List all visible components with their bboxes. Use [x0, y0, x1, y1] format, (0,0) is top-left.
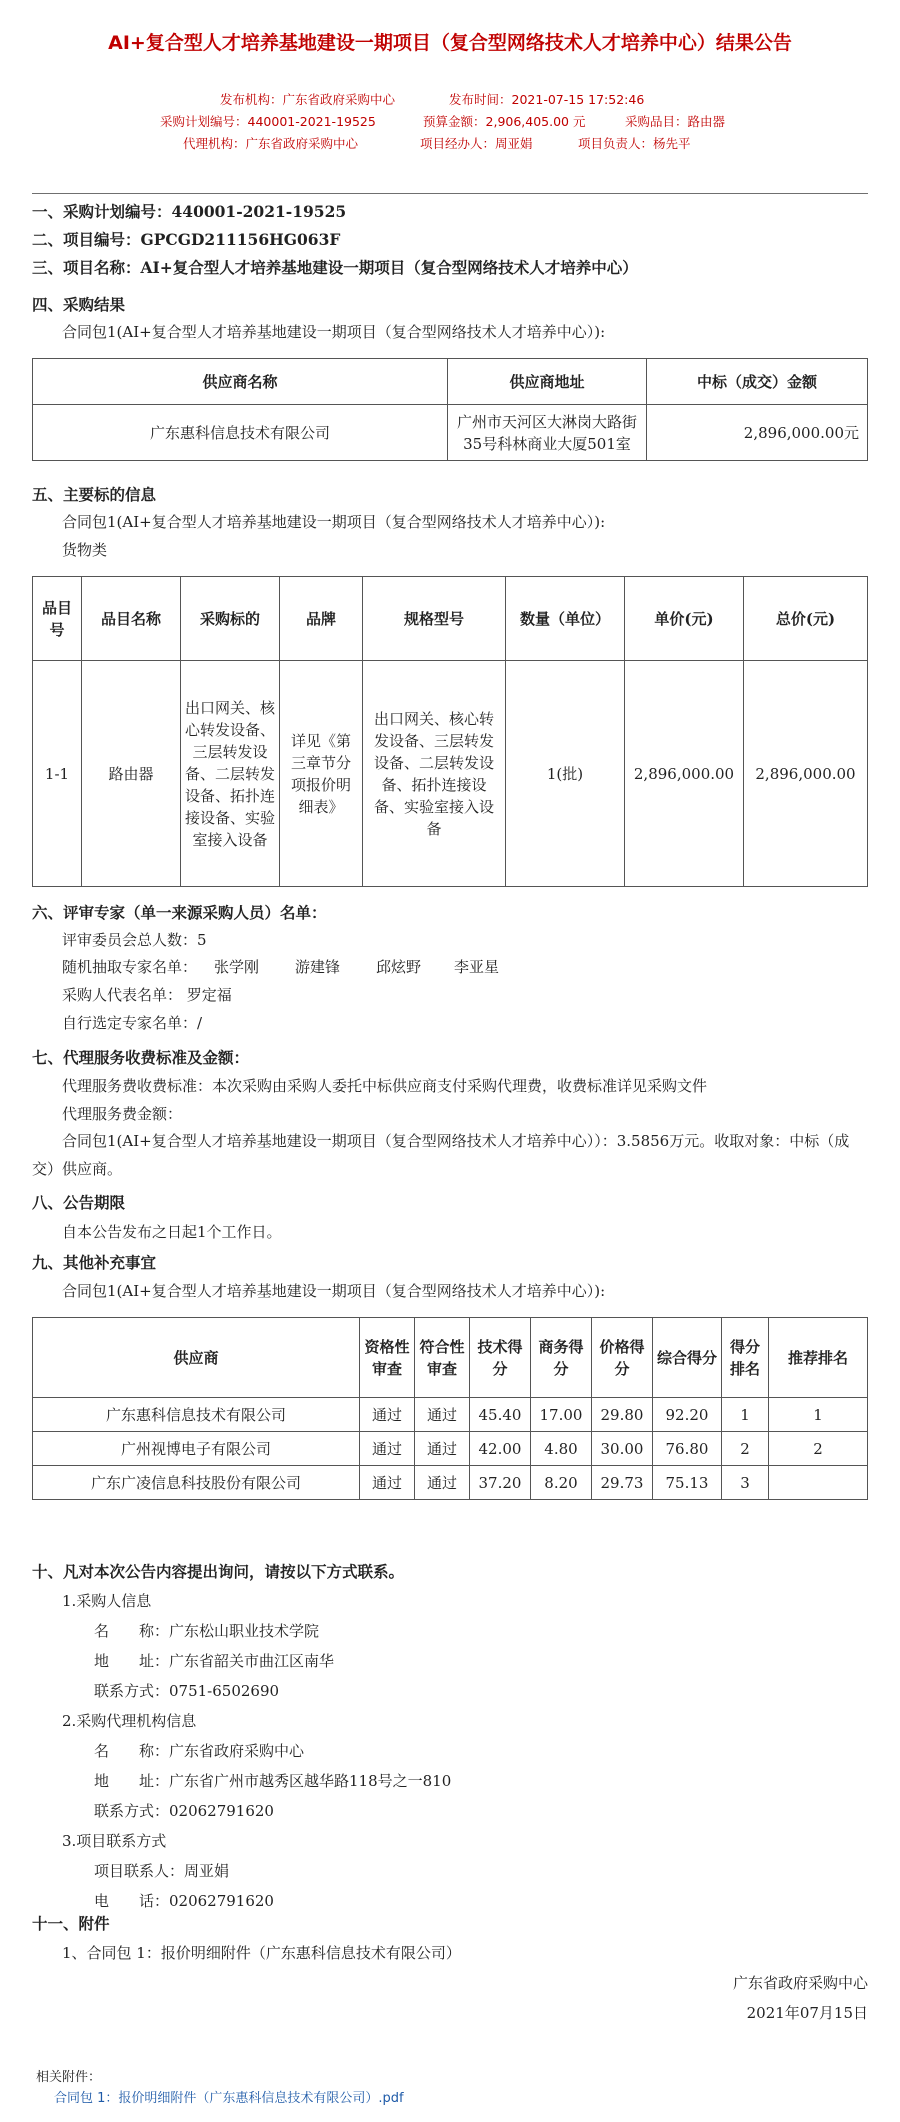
meta-time-value: 2021-07-15 17:52:46	[511, 92, 645, 107]
meta-category-label: 采购品目：	[625, 114, 688, 129]
table-cell: 2,896,000.00	[625, 661, 744, 887]
column-header: 总价(元)	[744, 577, 868, 661]
scores-table	[32, 1317, 868, 1500]
section-result-heading: 四、采购结果	[32, 295, 126, 314]
column-header: 品牌	[280, 577, 363, 661]
table-cell: 1-1	[33, 661, 82, 887]
meta-budget	[423, 112, 586, 130]
meta-leader	[578, 134, 691, 152]
table-cell: 通过	[360, 1466, 415, 1500]
column-header: 采购标的	[181, 577, 280, 661]
column-header: 中标（成交）金额	[647, 359, 868, 405]
table-cell: 出口网关、核心转发设备、三层转发设备、二层转发设备、拓扑连接设备、实验室接入设备	[181, 661, 280, 887]
table-row	[33, 1432, 868, 1466]
fee-amount: 合同包1(AI+复合型人才培养基地建设一期项目（复合型网络技术人才培养中心））：3.5856万元。收取对象：中标（成交）供应商。	[32, 1132, 850, 1178]
meta-time	[449, 90, 644, 108]
contact-agency-address: 地 址：广东省广州市越秀区越华路118号之一810	[94, 1772, 452, 1790]
experts-rep: 采购人代表名单： 罗定福	[62, 986, 232, 1004]
table-cell: 广州视博电子有限公司	[33, 1432, 360, 1466]
table-cell: 76.80	[653, 1432, 722, 1466]
table-row	[33, 1398, 868, 1432]
contact-project-person: 项目联系人：周亚娟	[94, 1862, 230, 1880]
items-package: 合同包1(AI+复合型人才培养基地建设一期项目（复合型网络技术人才培养中心）):	[62, 513, 606, 531]
column-header: 供应商	[33, 1318, 360, 1398]
table-cell: 广州市天河区大淋岗大路街35号科林商业大厦501室	[448, 405, 647, 461]
column-header: 价格得分	[592, 1318, 653, 1398]
contact-purchaser-name: 名 称：广东松山职业技术学院	[94, 1622, 320, 1640]
experts-self: 自行选定专家名单：/	[62, 1014, 203, 1032]
expert-name: 张学刚	[214, 958, 260, 976]
attachment-download-link[interactable]: 合同包 1：报价明细附件（广东惠科信息技术有限公司）.pdf	[54, 2091, 404, 2106]
contact-purchaser-title: 1.采购人信息	[62, 1592, 152, 1610]
table-cell: 出口网关、核心转发设备、三层转发设备、二层转发设备、拓扑连接设备、实验室接入设备	[363, 661, 506, 887]
column-header: 推荐排名	[769, 1318, 868, 1398]
contact-project-title: 3.项目联系方式	[62, 1832, 167, 1850]
table-cell: 通过	[415, 1466, 470, 1500]
section-project-number: 二、项目编号：GPCGD211156HG063F	[32, 230, 341, 249]
table-cell: 29.80	[592, 1398, 653, 1432]
contact-agency-title: 2.采购代理机构信息	[62, 1712, 197, 1730]
column-header: 商务得分	[531, 1318, 592, 1398]
meta-time-label: 发布时间：	[449, 92, 512, 107]
column-header: 品目名称	[82, 577, 181, 661]
table-cell: 广东惠科信息技术有限公司	[33, 405, 448, 461]
column-header: 规格型号	[363, 577, 506, 661]
meta-agency-label: 代理机构：	[183, 136, 246, 151]
meta-publisher-label: 发布机构：	[220, 92, 283, 107]
fee-standard: 代理服务费收费标准：本次采购由采购人委托中标供应商支付采购代理费，收费标准详见采购文件	[62, 1077, 708, 1095]
table-cell: 45.40	[470, 1398, 531, 1432]
table-header-row	[33, 577, 868, 661]
table-row	[33, 1466, 868, 1500]
column-header: 技术得分	[470, 1318, 531, 1398]
related-attachments-label: 相关附件：	[36, 2070, 102, 2085]
table-cell: 2	[769, 1432, 868, 1466]
items-type: 货物类	[62, 541, 108, 559]
fee-amount-label: 代理服务费金额：	[62, 1105, 183, 1123]
table-cell: 3	[722, 1466, 769, 1500]
expert-name: 李亚星	[454, 958, 500, 976]
meta-agency-value: 广东省政府采购中心	[245, 136, 359, 151]
section-period-heading: 八、公告期限	[32, 1193, 126, 1212]
section-project-name: 三、项目名称：AI+复合型人才培养基地建设一期项目（复合型网络技术人才培养中心）	[32, 258, 638, 277]
section-attachment-heading: 十一、附件	[32, 1914, 110, 1933]
table-cell: 1	[722, 1398, 769, 1432]
column-header: 综合得分	[653, 1318, 722, 1398]
meta-category	[625, 112, 725, 130]
table-cell: 8.20	[531, 1466, 592, 1500]
result-table	[32, 358, 868, 461]
attachment-item: 1、合同包 1：报价明细附件（广东惠科信息技术有限公司）	[62, 1944, 461, 1962]
column-header: 资格性审查	[360, 1318, 415, 1398]
table-cell: 广东惠科信息技术有限公司	[33, 1398, 360, 1432]
table-cell: 广东广凌信息科技股份有限公司	[33, 1466, 360, 1500]
expert-name: 邱炫野	[376, 958, 422, 976]
table-cell: 42.00	[470, 1432, 531, 1466]
table-cell: 29.73	[592, 1466, 653, 1500]
experts-total: 评审委员会总人数：5	[62, 931, 207, 949]
meta-plan	[160, 112, 376, 130]
contact-purchaser-phone: 联系方式：0751-6502690	[94, 1682, 280, 1700]
experts-random-label: 随机抽取专家名单：	[62, 958, 198, 976]
table-header-row	[33, 359, 868, 405]
table-cell: 通过	[360, 1432, 415, 1466]
meta-budget-value: 2,906,405.00 元	[485, 114, 586, 129]
other-package: 合同包1(AI+复合型人才培养基地建设一期项目（复合型网络技术人才培养中心）):	[62, 1282, 606, 1300]
table-cell: 75.13	[653, 1466, 722, 1500]
table-cell: 通过	[360, 1398, 415, 1432]
result-package: 合同包1(AI+复合型人才培养基地建设一期项目（复合型网络技术人才培养中心）):	[62, 323, 606, 341]
contact-purchaser-address: 地 址：广东省韶关市曲江区南华	[94, 1652, 335, 1670]
column-header: 供应商地址	[448, 359, 647, 405]
contact-agency-name: 名 称：广东省政府采购中心	[94, 1742, 305, 1760]
meta-leader-label: 项目负责人：	[578, 136, 654, 151]
table-cell: 1	[769, 1398, 868, 1432]
meta-manager	[420, 134, 533, 152]
table-cell: 30.00	[592, 1432, 653, 1466]
meta-budget-label: 预算金额：	[423, 114, 486, 129]
section-other-heading: 九、其他补充事宜	[32, 1253, 157, 1272]
table-cell: 路由器	[82, 661, 181, 887]
table-cell: 37.20	[470, 1466, 531, 1500]
table-cell: 17.00	[531, 1398, 592, 1432]
contact-agency-phone: 联系方式：02062791620	[94, 1802, 274, 1820]
column-header: 品目号	[33, 577, 82, 661]
header-divider	[32, 193, 868, 194]
table-row	[33, 661, 868, 887]
meta-publisher	[220, 90, 395, 108]
column-header: 符合性审查	[415, 1318, 470, 1398]
section-experts-heading: 六、评审专家（单一来源采购人员）名单：	[32, 903, 327, 922]
table-row	[33, 405, 868, 461]
meta-plan-value: 440001-2021-19525	[247, 114, 376, 129]
column-header: 得分排名	[722, 1318, 769, 1398]
items-table	[32, 576, 868, 887]
section-items-heading: 五、主要标的信息	[32, 485, 157, 504]
meta-category-value: 路由器	[687, 114, 726, 129]
meta-plan-label: 采购计划编号：	[160, 114, 248, 129]
table-cell	[769, 1466, 868, 1500]
column-header: 数量（单位）	[506, 577, 625, 661]
meta-agency	[183, 134, 358, 152]
table-cell: 通过	[415, 1398, 470, 1432]
table-cell: 2,896,000.00元	[647, 405, 868, 461]
section-contact-heading: 十、凡对本次公告内容提出询问，请按以下方式联系。	[32, 1562, 405, 1581]
table-cell: 1(批)	[506, 661, 625, 887]
table-cell: 4.80	[531, 1432, 592, 1466]
table-cell: 2	[722, 1432, 769, 1466]
page-title: AI+复合型人才培养基地建设一期项目（复合型网络技术人才培养中心）结果公告	[108, 32, 792, 54]
table-header-row	[33, 1318, 868, 1398]
section-fee-heading: 七、代理服务收费标准及金额：	[32, 1048, 250, 1067]
column-header: 单价(元)	[625, 577, 744, 661]
column-header: 供应商名称	[33, 359, 448, 405]
meta-manager-value: 周亚娟	[495, 136, 533, 151]
meta-leader-value: 杨先平	[653, 136, 691, 151]
table-cell: 通过	[415, 1432, 470, 1466]
expert-name: 游建锋	[295, 958, 341, 976]
meta-publisher-value: 广东省政府采购中心	[282, 92, 396, 107]
period-text: 自本公告发布之日起1个工作日。	[62, 1223, 282, 1241]
table-cell: 92.20	[653, 1398, 722, 1432]
meta-manager-label: 项目经办人：	[420, 136, 496, 151]
signature-org: 广东省政府采购中心	[732, 1974, 868, 1992]
contact-project-phone: 电 话：02062791620	[94, 1892, 274, 1910]
table-cell: 2,896,000.00	[744, 661, 868, 887]
table-cell: 详见《第三章节分项报价明细表》	[280, 661, 363, 887]
section-plan-number: 一、采购计划编号：440001-2021-19525	[32, 202, 347, 221]
signature-date: 2021年07月15日	[746, 2004, 868, 2022]
